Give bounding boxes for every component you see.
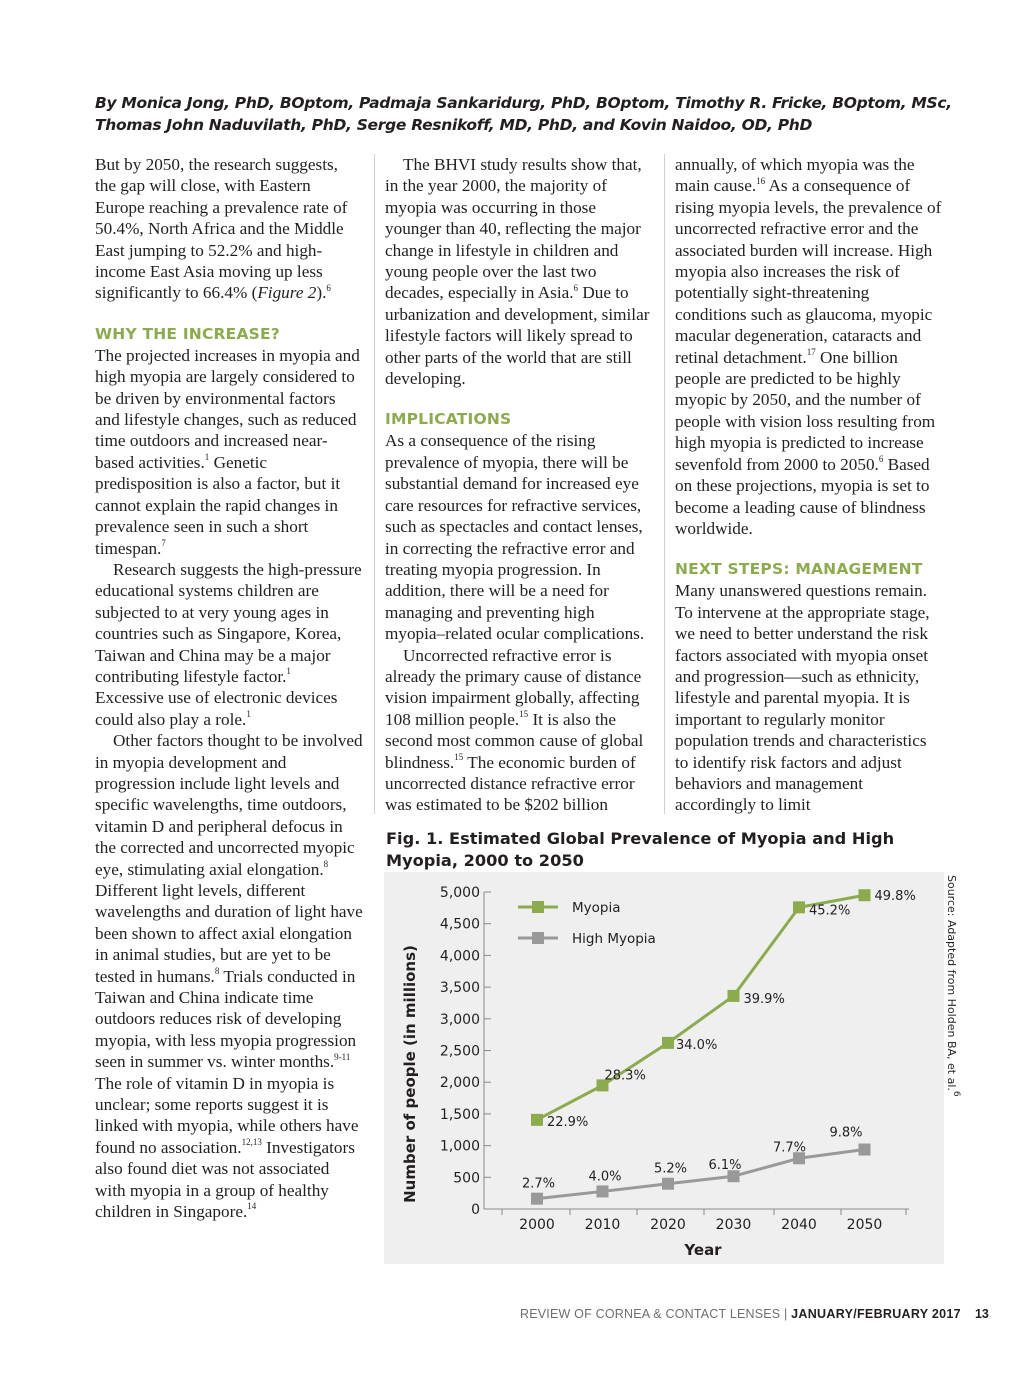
x-tick-label: 2040 <box>781 1217 817 1233</box>
high-myopia-data-label: 7.7% <box>773 1140 807 1156</box>
author-byline <box>95 92 975 136</box>
issue-date: JANUARY/FEBRUARY 2017 <box>791 1307 961 1321</box>
y-tick-label: 5,000 <box>439 885 480 901</box>
x-tick-label: 2010 <box>584 1217 621 1233</box>
myopia-point <box>531 1114 543 1126</box>
high-myopia-data-label: 6.1% <box>708 1158 742 1174</box>
col2-paragraph-1: The BHVI study results show that, in the year 2000, the majority of myopia was occurring in those younger than 40, reflecting the major change in lifestyle in children and young people over the last two decades, especially in Asia.$^6$ Due to urbanization and development, similar lifestyle factors will likely spread to other parts of the world that are still developing. <box>385 155 650 389</box>
x-tick-label: 2030 <box>715 1217 752 1233</box>
legend-myopia-label: Myopia <box>572 900 621 916</box>
col1-paragraph-2: The projected increases in myopia and high myopia are largely considered to be driven by environmental factors and lifestyle changes, such as reduced time outdoors and increased near-based activities.$^1$ Genetic predisposition is also a factor, but it cannot explain the rapid changes in prevalence seen in such a short timespan.$^7$ <box>95 345 360 558</box>
col1-paragraph-1: But by 2050, the research suggests, the gap will close, with Eastern Europe reaching a prevalence rate of 50.4%, North Africa and the Middle East jumping to 52.2% and high-income East Asia moving up less significantly to 66.4% (Figure 2).$^6$ <box>95 155 348 303</box>
high-myopia-series-line <box>537 1150 865 1199</box>
y-tick-label: 4,500 <box>439 916 480 933</box>
heading-next-steps: NEXT STEPS: MANAGEMENT <box>675 560 923 579</box>
column-divider-1 <box>374 154 375 814</box>
y-axis-label: Number of people (in millions) <box>401 945 419 1203</box>
legend-myopia-marker <box>532 901 544 913</box>
myopia-point <box>793 901 805 913</box>
y-tick-label: 500 <box>453 1170 480 1187</box>
high-myopia-data-label: 5.2% <box>654 1161 688 1177</box>
col2-paragraph-2: As a consequence of the rising prevalence of myopia, there will be substantial demand for increased eye care resources for refractive services, such as spectacles and contact lenses, in correcting the refractive error and treating myopia progression. In addition, there will be a need for managing and preventing high myopia–related ocular complications. <box>385 431 645 644</box>
myopia-data-label: 22.9% <box>547 1114 589 1130</box>
myopia-data-label: 34.0% <box>676 1037 718 1053</box>
y-tick-label: 1,000 <box>439 1138 480 1155</box>
myopia-point <box>662 1037 674 1049</box>
heading-implications: IMPLICATIONS <box>385 410 512 429</box>
legend-high-myopia-marker <box>532 932 544 944</box>
x-tick-label: 2020 <box>650 1217 686 1233</box>
column-3 <box>675 154 943 816</box>
y-tick-label: 1,500 <box>439 1106 480 1123</box>
y-tick-label: 2,000 <box>439 1075 480 1092</box>
high-myopia-data-label: 9.8% <box>829 1125 863 1141</box>
col1-paragraph-3: Research suggests the high-pressure educational systems children are subjected to at very young ages in countries such as Singapore, Korea, Taiwan and China may be a major contributing lifestyle factor.$^1$ Excessive use of electronic devices could also play a role.$^1$ <box>95 559 362 729</box>
figure-panel <box>384 872 944 1264</box>
myopia-data-label: 49.8% <box>874 889 916 905</box>
myopia-data-label: 45.2% <box>809 903 851 919</box>
high-myopia-point <box>531 1193 543 1205</box>
col1-paragraph-4: Other factors thought to be involved in myopia development and progression include light levels and specific wavelengths, time outdoors, vitamin D and peripheral defocus in the corrected and uncorrected myopic eye, stimulating axial elongation.$^8$ Different light levels, different wavelengths and duration of light have been shown to affect axial elongation in animal studies, but are yet to be tested in humans.$^8$ Trials conducted in Taiwan and China indicate time outdoors reduces risk of developing myopia, with less myopia progression seen in summer vs. winter months.$^{9-11}$ The role of vitamin D in myopia is unclear; some reports suggest it is linked with myopia, while others have found no association.$^{12,13}$ Investigators also found diet was not associated with myopia in a group of healthy children in Singapore.$^{14}$ <box>95 731 363 1222</box>
prevalence-line-chart <box>384 872 944 1264</box>
y-tick-label: 0 <box>471 1202 480 1218</box>
author-line-1: By Monica Jong, PhD, BOptom, Padmaja Sankaridurg, PhD, BOptom, Timothy R. Fricke, BOptom, MSc, <box>95 94 952 112</box>
author-line-2: Thomas John Naduvilath, PhD, Serge Resnikoff, MD, PhD, and Kovin Naidoo, OD, PhD <box>95 116 813 134</box>
myopia-data-label: 39.9% <box>743 991 785 1007</box>
figure-source-note: Source: Adapted from Holden BA, et al.$^6$ <box>945 875 961 1097</box>
legend-high-myopia-label: High Myopia <box>572 931 656 947</box>
high-myopia-point <box>859 1144 871 1156</box>
page-footer <box>520 1307 989 1321</box>
myopia-point <box>728 990 740 1002</box>
col2-paragraph-3: Uncorrected refractive error is already the primary cause of distance vision impairment globally, affecting 108 million people.$^{15}$ It is also the second most common cause of global blindness.$^{15}$ The economic burden of uncorrected distance refractive error was estimated to be $202 billion <box>385 645 644 815</box>
x-tick-label: 2050 <box>846 1217 883 1233</box>
high-myopia-point <box>662 1178 674 1190</box>
footer-separator: | <box>780 1307 792 1321</box>
figure-title: Fig. 1. Estimated Global Prevalence of Myopia and High Myopia, 2000 to 2050 <box>386 829 895 870</box>
page-number: 13 <box>974 1307 989 1321</box>
myopia-series-line <box>537 895 865 1120</box>
myopia-point <box>859 889 871 901</box>
x-tick-label: 2000 <box>519 1217 555 1233</box>
column-2 <box>385 154 653 816</box>
x-axis-label: Year <box>684 1241 722 1259</box>
col3-paragraph-1: annually, of which myopia was the main cause.$^{16}$ As a consequence of rising myopia levels, the prevalence of uncorrected refractive error and the associated burden will increase. High myopia also increases the risk of potentially sight-threatening conditions such as glaucoma, myopic macular degeneration, cataracts and retinal detachment.$^{17}$ One billion people are predicted to be highly myopic by 2050, and the number of people with vision loss resulting from high myopia is predicted to increase sevenfold from 2000 to 2050.$^6$ Based on these projections, myopia is set to become a leading cause of blindness worldwide. <box>675 155 942 538</box>
y-tick-label: 3,000 <box>439 1011 480 1028</box>
y-tick-label: 3,500 <box>439 980 480 997</box>
heading-why-the-increase: WHY THE INCREASE? <box>95 324 280 343</box>
journal-name: REVIEW OF CORNEA & CONTACT LENSES <box>520 1307 781 1321</box>
high-myopia-data-label: 4.0% <box>588 1169 622 1185</box>
high-myopia-data-label: 2.7% <box>522 1176 556 1192</box>
y-tick-label: 4,000 <box>439 948 480 965</box>
y-tick-label: 2,500 <box>439 1043 480 1060</box>
col3-paragraph-2: Many unanswered questions remain. To intervene at the appropriate stage, we need to better understand the risk factors associated with myopia onset and progression—such as ethnicity, lifestyle and parental myopia. It is important to regularly monitor population trends and characteristics to identify risk factors and adjust behaviors and management accordingly to limit <box>675 581 930 815</box>
figure-2-reference: Figure 2 <box>257 283 317 303</box>
high-myopia-point <box>597 1185 609 1197</box>
myopia-data-label: 28.3% <box>604 1068 646 1084</box>
column-1 <box>95 154 363 1223</box>
column-divider-2 <box>664 154 665 814</box>
